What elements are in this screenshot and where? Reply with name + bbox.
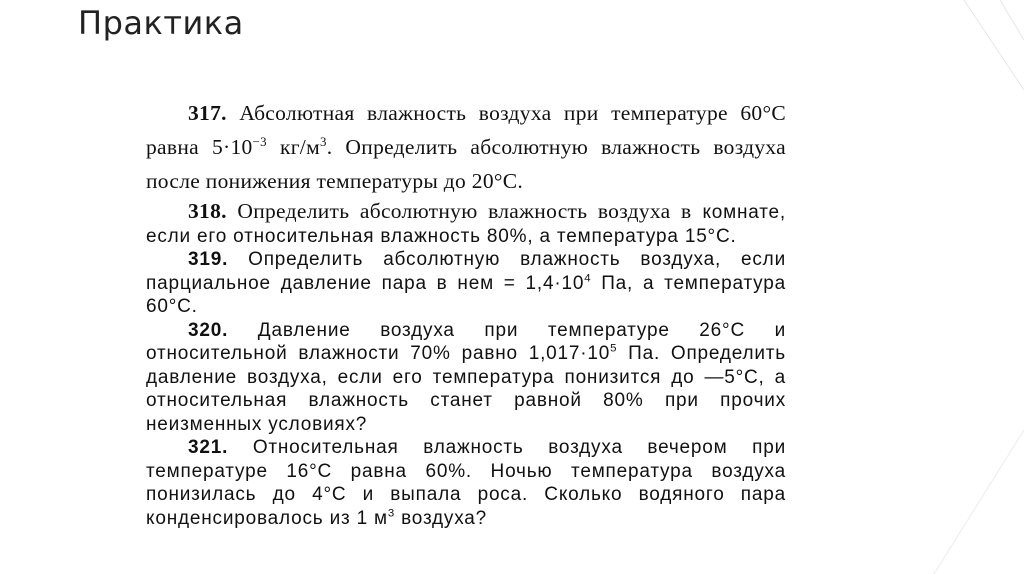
exponent: −3	[252, 134, 267, 149]
problem-text: Определить абсолютную влажность воздуха, если парциальное давление пара в нем = 1,4·10	[146, 249, 786, 294]
problem-318	[146, 200, 786, 248]
problem-320	[146, 319, 786, 437]
problem-text: Абсолютная влажность воздуха при температуре 60°С равна 5·10	[146, 101, 786, 159]
problem-number: 318.	[188, 199, 227, 223]
problem-text: воздуха?	[395, 507, 488, 529]
slide-title: Практика	[78, 4, 244, 42]
exponent: 4	[584, 272, 592, 285]
problem-text: Определить абсолютную влажность воздуха в	[237, 199, 692, 223]
problem-number: 320.	[188, 319, 229, 341]
exponent: 3	[387, 507, 396, 520]
exponent: 5	[610, 342, 618, 355]
problem-text: Давление воздуха при температуре 26°С и относительной влажности 70% равно 1,017·10	[146, 319, 786, 364]
problem-list	[146, 96, 786, 530]
problem-number: 319.	[188, 249, 229, 270]
problem-text: . Определить абсолютную влажность воздуха после понижения температуры до 20°С.	[146, 135, 787, 193]
problem-text: кг/м	[266, 135, 320, 159]
problem-text: Па, а температура 60°С.	[146, 272, 786, 317]
problem-321	[146, 436, 786, 530]
corner-decoration	[904, 0, 1024, 574]
exponent: 3	[320, 134, 327, 149]
problem-number: 317.	[188, 101, 227, 125]
problem-number: 321.	[188, 437, 229, 458]
problem-319	[146, 248, 786, 319]
problem-text: Па. Определить давление воздуха, если его температура понизится до —5°С, а относительная влажность станет равной 80% при прочих неизменных условиях?	[146, 343, 786, 435]
problem-317	[146, 96, 786, 198]
problem-text: комнате, если его относительная влажность 80%, а температура 15°С.	[146, 202, 786, 247]
problem-text: Относительная влажность воздуха вечером при температуре 16°С равна 60%. Ночью температура воздуха понизилась до 4°С и выпала роса. Сколько водяного пара конденсировалось из 1 м	[146, 437, 786, 529]
